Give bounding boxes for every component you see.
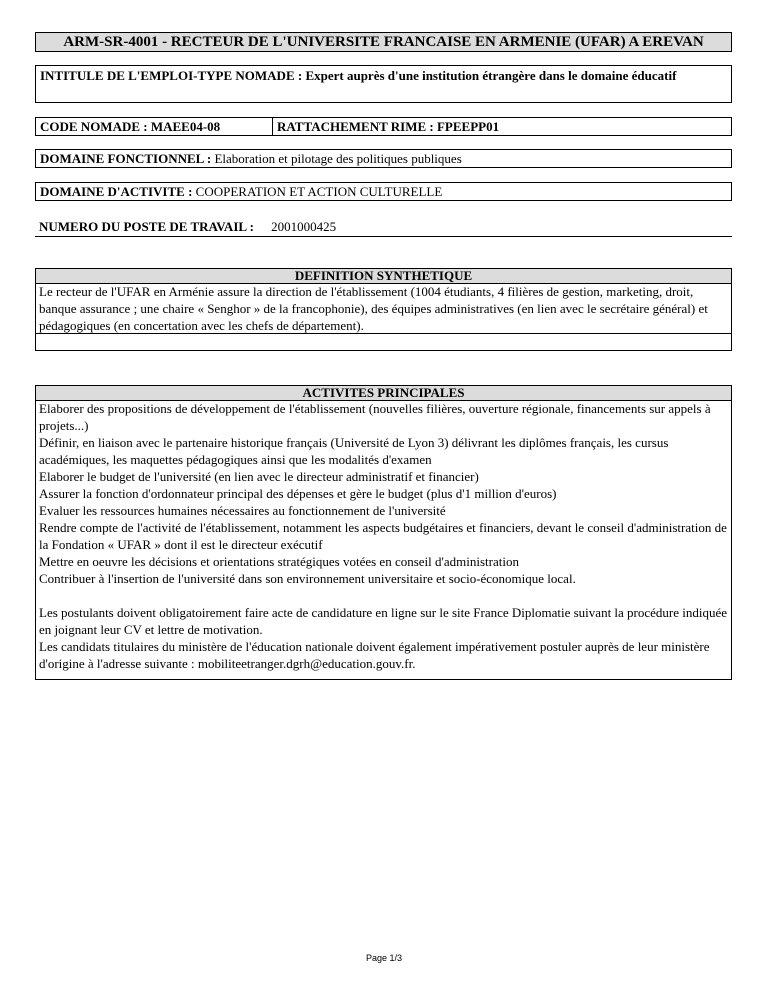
activite-item: Evaluer les ressources humaines nécessaires au fonctionnement de l'université (39, 503, 446, 518)
activites-section (35, 400, 732, 680)
domaine-fonctionnel-field (35, 149, 732, 168)
domaine-activite-field (35, 182, 732, 201)
activite-item: Elaborer le budget de l'université (en lien avec le directeur administratif et financier) (39, 469, 479, 484)
definition-heading: DEFINITION SYNTHETIQUE (35, 268, 732, 284)
domaine-fonctionnel-value: Elaboration et pilotage des politiques publiques (214, 151, 462, 166)
definition-section (35, 283, 732, 351)
poste-label: NUMERO DU POSTE DE TRAVAIL : (39, 219, 254, 234)
activite-item: Définir, en liaison avec le partenaire historique français (Université de Lyon 3) délivrant les diplômes français, les cursus académiques, les maquettes pédagogiques ainsi que les modalités d'examen (39, 435, 669, 467)
definition-text: Le recteur de l'UFAR en Arménie assure la direction de l'établissement (1004 étudiants, 4 filières de gestion, marketing, droit, banque assurance ; une chaire « Senghor » de la francophonie), des équipes administratives (en lien avec le secrétaire général) et pédagogiques (en concertation avec les chefs de département). (39, 284, 708, 333)
domaine-activite-value: COOPERATION ET ACTION CULTURELLE (195, 184, 443, 199)
activite-item: Assurer la fonction d'ordonnateur principal des dépenses et gère le budget (plus d'1 million d'euros) (39, 486, 557, 501)
application-note: Les postulants doivent obligatoirement faire acte de candidature en ligne sur le site France Diplomatie suivant la procédure indiquée en joignant leur CV et lettre de motivation. (39, 605, 728, 637)
intitule-field: INTITULE DE L'EMPLOI-TYPE NOMADE : Expert auprès d'une institution étrangère dans le domaine éducatif (35, 65, 732, 103)
activite-item: Rendre compte de l'activité de l'établissement, notamment les aspects budgétaires et financiers, devant le conseil d'administration de la Fondation « UFAR » dont il est le directeur exécutif (39, 520, 727, 552)
domaine-fonctionnel-label: DOMAINE FONCTIONNEL : (40, 151, 212, 166)
document-title: ARM-SR-4001 - RECTEUR DE L'UNIVERSITE FRANCAISE EN ARMENIE (UFAR) A EREVAN (35, 32, 732, 52)
code-nomade-field: CODE NOMADE : MAEE04-08 (35, 117, 273, 136)
poste-value: 2001000425 (271, 219, 337, 234)
definition-empty-row (36, 333, 731, 350)
spacer (39, 587, 728, 604)
activites-heading: ACTIVITES PRINCIPALES (35, 385, 732, 401)
domaine-activite-label: DOMAINE D'ACTIVITE : (40, 184, 193, 199)
activite-item: Mettre en oeuvre les décisions et orientations stratégiques votées en conseil d'administration (39, 554, 519, 569)
application-note: Les candidats titulaires du ministère de l'éducation nationale doivent également impérativement postuler auprès de leur ministère d'origine à l'adresse suivante : mobiliteetranger.dgrh@education.gouv.fr. (39, 639, 710, 671)
activite-item: Elaborer des propositions de développement de l'établissement (nouvelles filières, ouverture régionale, financements sur appels à projets...) (39, 401, 711, 433)
rattachement-field: RATTACHEMENT RIME : FPEEPP01 (272, 117, 732, 136)
poste-field (35, 218, 732, 237)
activite-item: Contribuer à l'insertion de l'université dans son environnement universitaire et socio-économique local. (39, 571, 576, 586)
page-number: Page 1/3 (365, 953, 403, 963)
